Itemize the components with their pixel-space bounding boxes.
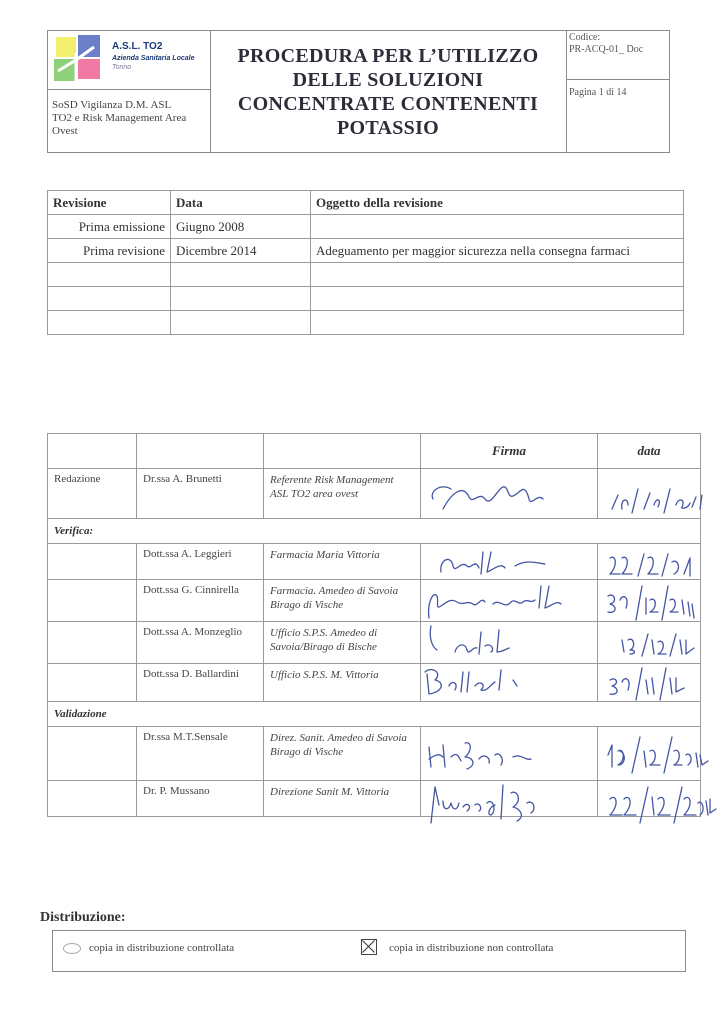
unit-name: SoSD Vigilanza D.M. ASL TO2 e Risk Management Area Ovest — [52, 99, 187, 137]
empty-cell — [48, 727, 137, 781]
signer-name: Dr. P. Mussano — [137, 781, 264, 817]
firma-header: Firma — [421, 434, 598, 469]
validazione-label: Validazione — [48, 702, 701, 727]
signer-role: Referente Risk Management ASL TO2 area ovest — [264, 469, 421, 519]
handwritten-signature-icon — [421, 469, 598, 519]
date-cell — [598, 781, 701, 817]
revision-table — [47, 190, 684, 335]
signature-cell — [421, 544, 598, 580]
signer-role: Direz. Sanit. Amedeo di Savoia Birago di Vische — [264, 727, 421, 781]
revision-cell: Prima emissione — [48, 215, 171, 239]
subject-cell — [311, 311, 684, 335]
table-row — [48, 239, 684, 263]
handwritten-date-icon — [598, 781, 718, 829]
date-header: Data — [171, 191, 311, 215]
revision-cell: Prima revisione — [48, 239, 171, 263]
empty-cell — [48, 664, 137, 702]
revision-header-row — [48, 191, 684, 215]
header-left-cell — [48, 31, 211, 152]
distribution-box — [52, 930, 686, 972]
signer-name: Dott.ssa D. Ballardini — [137, 664, 264, 702]
signer-name: Dott.ssa A. Monzeglio — [137, 622, 264, 664]
date-cell — [171, 311, 311, 335]
table-row — [48, 215, 684, 239]
subject-cell — [311, 215, 684, 239]
handwritten-signature-icon — [421, 622, 598, 664]
handwritten-signature-icon — [421, 544, 598, 580]
date-cell — [598, 469, 701, 519]
table-row — [48, 469, 701, 519]
signer-name: Dr.ssa M.T.Sensale — [137, 727, 264, 781]
signature-cell — [421, 781, 598, 817]
date-cell — [598, 664, 701, 702]
data-header: data — [598, 434, 701, 469]
verifica-section-row — [48, 519, 701, 544]
code-value: PR-ACQ-01_ Doc — [569, 44, 644, 55]
signature-cell — [421, 580, 598, 622]
revision-header: Revisione — [48, 191, 171, 215]
code-divider — [566, 79, 669, 80]
signer-name: Dott.ssa A. Leggieri — [137, 544, 264, 580]
handwritten-date-icon — [598, 544, 718, 580]
asl-logo — [48, 31, 210, 90]
table-row — [48, 311, 684, 335]
asl-logo-icon — [50, 33, 110, 89]
logo-name: A.S.L. TO2 — [112, 41, 163, 52]
controlled-copy-label: copia in distribuzione controllata — [89, 942, 235, 954]
table-row — [48, 580, 701, 622]
table-row — [48, 664, 701, 702]
empty-cell — [48, 544, 137, 580]
signature-cell — [421, 727, 598, 781]
handwritten-signature-icon — [421, 781, 598, 829]
empty-header-cell — [137, 434, 264, 469]
uncontrolled-copy-label: copia in distribuzione non controllata — [389, 942, 554, 954]
signature-table — [47, 433, 701, 817]
date-cell: Giugno 2008 — [171, 215, 311, 239]
signer-role: Direzione Sanit M. Vittoria — [264, 781, 421, 817]
table-row — [48, 544, 701, 580]
header-title-cell — [210, 31, 567, 152]
signature-cell — [421, 664, 598, 702]
signature-cell — [421, 622, 598, 664]
signer-role: Ufficio S.P.S. Amedeo di Savoia/Birago di Bische — [264, 622, 421, 664]
verifica-label: Verifica: — [48, 519, 701, 544]
handwritten-date-icon — [598, 664, 718, 702]
controlled-copy-checkbox[interactable] — [63, 943, 81, 954]
handwritten-date-icon — [598, 727, 718, 781]
subject-cell — [311, 263, 684, 287]
distribution-title: Distribuzione: — [40, 910, 126, 925]
handwritten-date-icon — [598, 622, 718, 664]
date-cell — [171, 263, 311, 287]
date-cell — [598, 727, 701, 781]
handwritten-date-icon — [598, 580, 718, 622]
empty-cell — [48, 622, 137, 664]
empty-header-cell — [264, 434, 421, 469]
header-code-cell — [566, 31, 669, 152]
table-row — [48, 622, 701, 664]
signer-role: Farmacia. Amedeo di Savoia Birago di Vische — [264, 580, 421, 622]
signer-role: Ufficio S.P.S. M. Vittoria — [264, 664, 421, 702]
logo-subtitle: Azienda Sanitaria Locale — [112, 55, 195, 62]
signature-cell — [421, 469, 598, 519]
subject-cell — [311, 287, 684, 311]
table-row — [48, 727, 701, 781]
signer-role: Farmacia Maria Vittoria — [264, 544, 421, 580]
date-cell — [598, 580, 701, 622]
page-label: Pagina 1 di 14 — [569, 87, 627, 98]
empty-cell — [48, 781, 137, 817]
revision-cell — [48, 311, 171, 335]
logo-city: Torino — [112, 64, 132, 71]
handwritten-signature-icon — [421, 580, 598, 622]
date-cell — [598, 622, 701, 664]
signer-name: Dott.ssa G. Cinnirella — [137, 580, 264, 622]
handwritten-signature-icon — [421, 664, 598, 702]
uncontrolled-copy-checkbox[interactable] — [361, 939, 377, 955]
signer-name: Dr.ssa A. Brunetti — [137, 469, 264, 519]
handwritten-signature-icon — [421, 727, 598, 781]
empty-cell — [48, 580, 137, 622]
table-row — [48, 287, 684, 311]
subject-cell: Adeguamento per maggior sicurezza nella consegna farmaci — [311, 239, 684, 263]
redazione-label: Redazione — [48, 469, 137, 519]
code-label: Codice: — [569, 32, 601, 43]
document-header — [47, 30, 670, 153]
table-row — [48, 781, 701, 817]
date-cell — [598, 544, 701, 580]
validazione-section-row — [48, 702, 701, 727]
date-cell — [171, 287, 311, 311]
date-cell: Dicembre 2014 — [171, 239, 311, 263]
table-row — [48, 263, 684, 287]
empty-header-cell — [48, 434, 137, 469]
handwritten-date-icon — [598, 469, 718, 519]
signature-header-row — [48, 434, 701, 469]
revision-cell — [48, 287, 171, 311]
revision-cell — [48, 263, 171, 287]
document-title: PROCEDURA PER L’UTILIZZO DELLE SOLUZIONI CONCENTRATE CONTENENTI POTASSIO — [237, 44, 539, 139]
subject-header: Oggetto della revisione — [311, 191, 684, 215]
